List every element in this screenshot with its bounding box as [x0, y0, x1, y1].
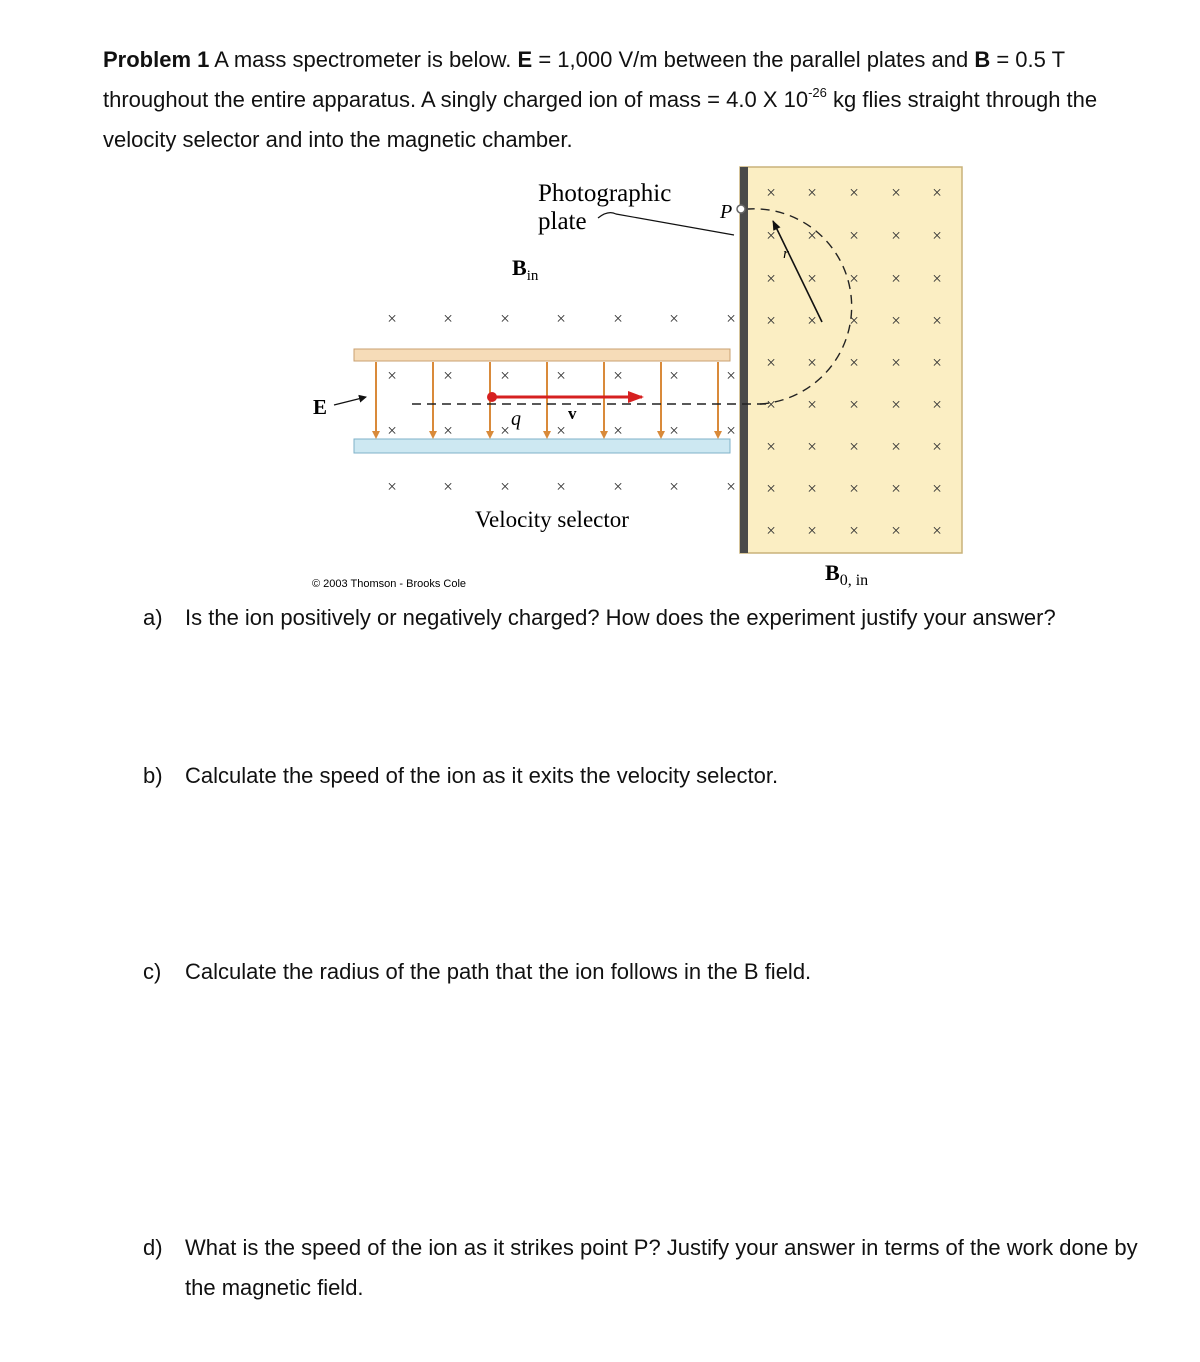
field-cross-mark: ×: [807, 395, 817, 414]
field-cross-mark: ×: [443, 421, 453, 440]
question-c: [143, 952, 1145, 992]
field-cross-mark: ×: [443, 366, 453, 385]
field-cross-mark: ×: [500, 309, 510, 328]
question-a-text: Is the ion positively or negatively charged? How does the experiment justify your answer?: [185, 605, 1056, 630]
question-d: [143, 1228, 1145, 1308]
field-cross-mark: ×: [387, 421, 397, 440]
field-cross-mark: ×: [556, 309, 566, 328]
field-cross-mark: ×: [932, 311, 942, 330]
field-cross-mark: ×: [726, 477, 736, 496]
field-cross-mark: ×: [766, 479, 776, 498]
field-cross-mark: ×: [891, 437, 901, 456]
field-cross-mark: ×: [807, 521, 817, 540]
b-symbol: B: [974, 47, 991, 72]
point-p-label: P: [720, 201, 733, 223]
field-cross-mark: ×: [726, 421, 736, 440]
field-cross-mark: ×: [849, 269, 859, 288]
b0-in-subscript: 0, in: [839, 572, 869, 589]
field-cross-mark: ×: [766, 521, 776, 540]
field-cross-mark: ×: [807, 183, 817, 202]
field-cross-mark: ×: [932, 395, 942, 414]
field-cross-mark: ×: [669, 309, 679, 328]
photographic-plate-bar: [740, 167, 748, 553]
field-cross-mark: ×: [849, 521, 859, 540]
field-cross-mark: ×: [387, 366, 397, 385]
field-cross-mark: ×: [556, 477, 566, 496]
question-d-text: What is the speed of the ion as it strikes point P? Justify your answer in terms of the work done by the magnetic field.: [185, 1235, 1138, 1300]
field-cross-mark: ×: [891, 269, 901, 288]
velocity-selector-label: Velocity selector: [475, 507, 629, 532]
field-cross-mark: ×: [849, 479, 859, 498]
question-a-label: a): [143, 605, 163, 630]
field-cross-mark: ×: [807, 479, 817, 498]
top-plate: [354, 349, 730, 361]
field-cross-mark: ×: [891, 395, 901, 414]
mass-spectrometer-diagram: [0, 160, 1200, 600]
field-cross-mark: ×: [849, 353, 859, 372]
field-cross-mark: ×: [500, 477, 510, 496]
problem-text-3: = 0.5 T throughout the entire apparatus. A singly charged ion of mass = 4.0 X 10: [103, 47, 1065, 112]
question-b-label: b): [143, 763, 163, 788]
field-cross-mark: ×: [932, 183, 942, 202]
question-a: [143, 598, 1145, 638]
problem-text-2: = 1,000 V/m between the parallel plates and: [532, 47, 975, 72]
mass-exponent: -26: [808, 84, 827, 100]
field-cross-mark: ×: [849, 226, 859, 245]
b0-in-label: $B_{0, in}$: [825, 560, 869, 589]
field-cross-mark: ×: [766, 437, 776, 456]
field-cross-mark: ×: [669, 366, 679, 385]
problem-text-4: kg flies straight through the velocity selector and into the magnetic chamber.: [103, 87, 1098, 152]
e-symbol: E: [517, 47, 533, 72]
field-cross-mark: ×: [387, 477, 397, 496]
field-cross-mark: ×: [849, 437, 859, 456]
field-cross-mark: ×: [807, 311, 817, 330]
field-cross-mark: ×: [766, 311, 776, 330]
question-c-text: Calculate the radius of the path that the ion follows in the B field.: [185, 959, 812, 984]
field-cross-mark: ×: [766, 183, 776, 202]
field-cross-mark: ×: [849, 311, 859, 330]
field-cross-mark: ×: [556, 366, 566, 385]
photographic-label-line1: Photographic: [538, 180, 672, 207]
field-cross-mark: ×: [766, 353, 776, 372]
field-cross-mark: ×: [932, 479, 942, 498]
field-cross-mark: ×: [669, 421, 679, 440]
electric-field-arrows: [376, 362, 718, 437]
b-in-field-crosses: [387, 309, 736, 496]
copyright-note: © 2003 Thomson - Brooks Cole: [312, 578, 467, 590]
point-p-marker: [737, 205, 745, 213]
field-cross-mark: ×: [807, 269, 817, 288]
bottom-plate: [354, 439, 730, 453]
field-cross-mark: ×: [726, 366, 736, 385]
b-in-subscript: in: [526, 268, 539, 284]
field-cross-mark: ×: [613, 477, 623, 496]
field-cross-mark: ×: [891, 353, 901, 372]
field-cross-mark: ×: [932, 269, 942, 288]
field-cross-mark: ×: [891, 226, 901, 245]
field-cross-mark: ×: [443, 477, 453, 496]
b-in-label: $B_{in}$: [512, 255, 539, 284]
problem-heading: Problem 1: [103, 47, 210, 72]
field-cross-mark: ×: [613, 309, 623, 328]
field-cross-mark: ×: [932, 437, 942, 456]
field-cross-mark: ×: [669, 477, 679, 496]
ion-charge: [487, 392, 497, 402]
field-cross-mark: ×: [443, 309, 453, 328]
field-cross-mark: ×: [613, 421, 623, 440]
field-cross-mark: ×: [932, 226, 942, 245]
field-cross-mark: ×: [807, 226, 817, 245]
question-b-text: Calculate the speed of the ion as it exits the velocity selector.: [185, 763, 779, 788]
r-label: r: [783, 246, 789, 262]
field-cross-mark: ×: [807, 437, 817, 456]
photographic-plate-leader: [598, 213, 734, 235]
e-label-arrow: [334, 397, 366, 405]
field-cross-mark: ×: [613, 366, 623, 385]
field-cross-mark: ×: [891, 521, 901, 540]
problem-text-1: A mass spectrometer is below.: [209, 47, 518, 72]
field-cross-mark: ×: [891, 479, 901, 498]
problem-statement: [103, 40, 1163, 160]
field-cross-mark: ×: [891, 183, 901, 202]
q-label: q: [511, 408, 521, 430]
field-cross-mark: ×: [766, 269, 776, 288]
field-cross-mark: ×: [766, 395, 776, 414]
field-cross-mark: ×: [766, 226, 776, 245]
field-cross-mark: ×: [807, 353, 817, 372]
field-cross-mark: ×: [849, 395, 859, 414]
field-cross-mark: ×: [387, 309, 397, 328]
field-cross-mark: ×: [932, 521, 942, 540]
field-cross-mark: ×: [891, 311, 901, 330]
question-d-label: d): [143, 1235, 163, 1260]
e-label: E: [313, 395, 328, 419]
field-cross-mark: ×: [500, 421, 510, 440]
question-b: [143, 756, 1145, 796]
field-cross-mark: ×: [500, 366, 510, 385]
v-label: v: [568, 404, 577, 423]
photographic-label-line2: plate: [538, 208, 587, 235]
field-cross-mark: ×: [726, 309, 736, 328]
field-cross-mark: ×: [849, 183, 859, 202]
field-cross-mark: ×: [556, 421, 566, 440]
question-c-label: c): [143, 959, 162, 984]
field-cross-mark: ×: [932, 353, 942, 372]
